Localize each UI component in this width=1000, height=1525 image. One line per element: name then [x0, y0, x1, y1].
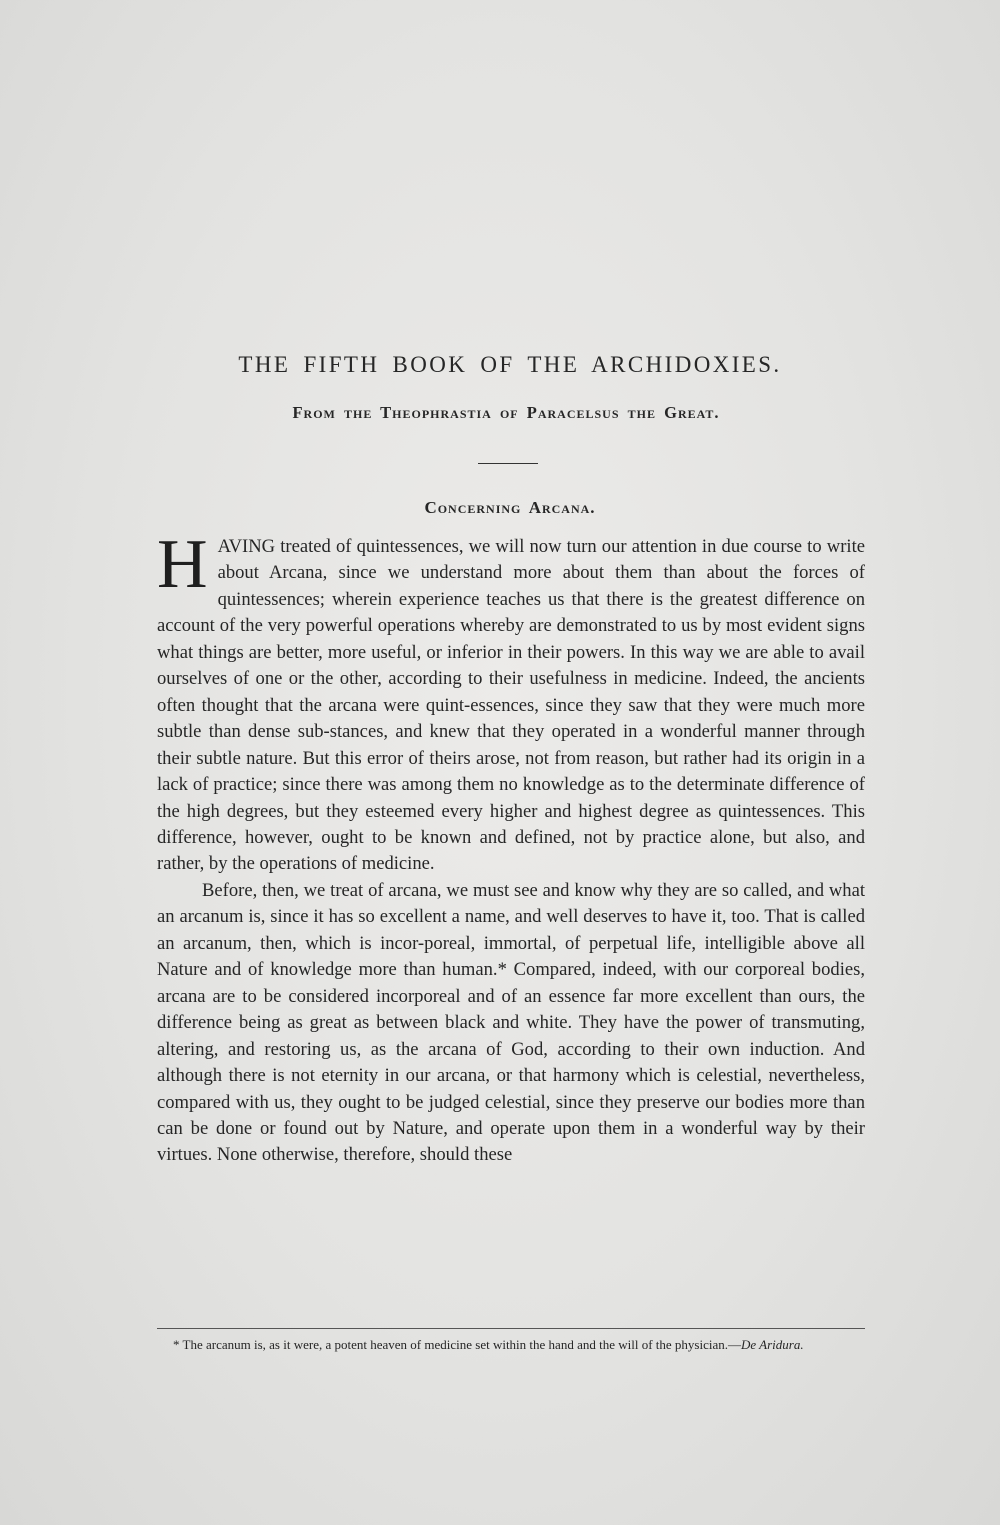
- page-subtitle: From the Theophrastia of Paracelsus the Great.: [292, 403, 720, 422]
- drop-cap: H: [157, 526, 208, 603]
- footnote-divider: [157, 1328, 865, 1329]
- paragraph-2: Before, then, we treat of arcana, we must see and know why they are so called, and what an arcanum is, since it has so excellent a name, and well deserves to have it, too. That is called an arcanum, then, which is incor-poreal, immortal, of perpetual life, intelligible above all Nature and of knowledge more than human.* Compared, indeed, with our corporeal bodies, arcana are to be considered incorporeal and of an essence far more excellent than ours, the difference being as great as between black and white. They have the power of transmuting, altering, and restoring us, as the arcana of God, according to their own induction. And although there is not eternity in our arcana, or that harmony which is celestial, nevertheless, compared with us, they ought to be judged celestial, since they preserve our bodies more than can be done or found out by Nature, and operate upon them in a wonderful way by their virtues. None otherwise, therefore, should these: [157, 879, 865, 1166]
- footnote-reference: De Aridura.: [740, 1337, 804, 1352]
- body-text: [157, 526, 865, 1169]
- title-divider: [478, 463, 538, 464]
- footnote: [157, 1335, 869, 1355]
- section-heading: Concerning Arcana.: [424, 498, 596, 517]
- footnote-text: * The arcanum is, as it were, a potent heaven of medicine set within the hand and the will of the physician.—: [173, 1337, 741, 1352]
- paragraph-1-text: AVING treated of quintessences, we will now turn our attention in due course to write about Arcana, since we understand more about them than about the forces of quintessences; wherein experience teaches us that there is the greatest difference on account of the very powerful operations whereby are demonstrated to us by most evident signs what things are better, more useful, or inferior in their powers. In this way we are able to avail ourselves of one or the other, according to their usefulness in medicine. Indeed, the ancients often thought that the arcana were quint-essences, since they saw that they were much more subtle than dense sub-stances, and knew that they operated in a wonderful manner through their subtle nature. But this error of theirs arose, not from reason, but rather had its origin in a lack of practice; since there was among them no knowledge as to the determinate difference of the high degrees, but they esteemed every higher and highest degree as quintessences. This difference, however, ought to be known and defined, not by practice alone, but also, and rather, by the operations of medicine.: [157, 536, 865, 875]
- paragraph-1: [157, 526, 865, 878]
- page-title: THE FIFTH BOOK OF THE ARCHIDOXIES.: [238, 352, 782, 377]
